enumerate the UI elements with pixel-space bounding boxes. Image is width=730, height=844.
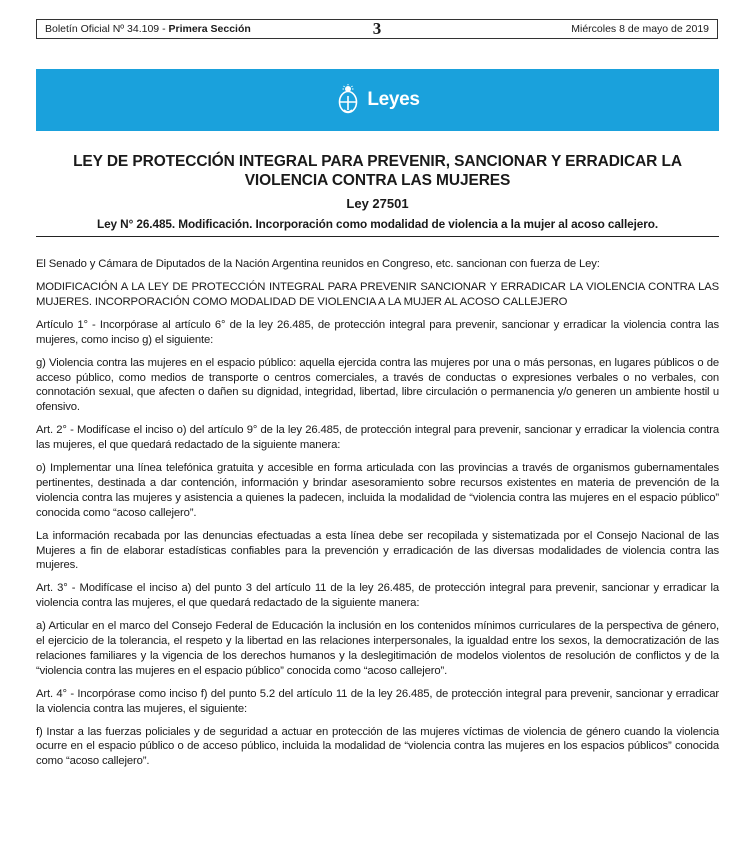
paragraph-inciso-f: f) Instar a las fuerzas policiales y de seguridad a actuar en protección de las mujeres víctimas de violencia de género cuando la violencia ocurre en el espacio público o de acceso público, incluida la modalidad de “violencia contra las mujeres en los espacios públicos” conocida como “acoso callejero”.	[36, 725, 719, 768]
page-number: 3	[372, 19, 382, 38]
law-title: LEY DE PROTECCIÓN INTEGRAL PARA PREVENIR, SANCIONAR Y ERRADICAR LA VIOLENCIA CONTRA LAS MUJERES	[73, 153, 682, 189]
banner-logo	[335, 84, 419, 116]
page-header	[36, 19, 718, 39]
paragraph-heading: MODIFICACIÓN A LA LEY DE PROTECCIÓN INTEGRAL PARA PREVENIR SANCIONAR Y ERRADICAR LA VIOLENCIA CONTRA LAS MUJERES. INCORPORACIÓN COMO MODALIDAD DE VIOLENCIA A LA MUJER AL ACOSO CALLEJERO	[36, 281, 719, 308]
law-number: Ley 27501	[346, 196, 409, 211]
paragraph-inciso-o: o) Implementar una línea telefónica gratuita y accesible en forma articulada con las provincias a través de organismos gubernamentales pertinentes, destinada a dar contención, información y brindar asesoramiento sobre recursos existentes en materia de prevención de la violencia contra las mujeres y asistencia a quienes la padecen, incluida la modalidad de “violencia contra las mujeres en el espacio público” conocida como “acoso callejero”.	[36, 462, 719, 519]
law-subtitle: Ley N° 26.485. Modificación. Incorporación como modalidad de violencia a la mujer al acoso callejero.	[96, 217, 659, 231]
paragraph-preamble: El Senado y Cámara de Diputados de la Nación Argentina reunidos en Congreso, etc. sancionan con fuerza de Ley:	[36, 258, 600, 270]
paragraph-article-3: Art. 3° - Modifícase el inciso a) del punto 3 del artículo 11 de la ley 26.485, de protección integral para prevenir, sancionar y erradicar la violencia contra las mujeres, el que quedará redactado de la siguiente manera:	[36, 582, 719, 610]
law-body	[36, 257, 719, 777]
paragraph-information: La información recabada por las denuncias efectuadas a esta línea debe ser recopilada y sistematizada por el Consejo Nacional de las Mujeres a fin de elaborar estadísticas confiables para la prevención y erradicación de las diversas modalidades de violencia contra las mujeres.	[36, 529, 719, 572]
paragraph-article-1: Artículo 1° - Incorpórase al artículo 6° de la ley 26.485, de protección integral para prevenir, sancionar y erradicar la violencia contra las mujeres, como inciso g) el siguiente:	[36, 318, 719, 346]
paragraph-article-4: Art. 4° - Incorpórase como inciso f) del punto 5.2 del artículo 11 de la ley 26.485, de protección integral para prevenir, sancionar y erradicar la violencia contra las mujeres, el siguiente:	[36, 687, 719, 715]
paragraph-inciso-a: a) Articular en el marco del Consejo Federal de Educación la inclusión en los contenidos mínimos curriculares de la perspectiva de género, el ejercicio de la tolerancia, el respeto y la libertad en las relaciones interpersonales, la igualdad entre los sexos, la democratización de las relaciones familiares y la vigencia de los derechos humanos y la deslegitimación de modelos violentos de resolución de conflictos y de la “violencia contra las mujeres en el espacio público” conocida como “acoso callejero”.	[36, 620, 719, 677]
paragraph-article-2: Art. 2° - Modifícase el inciso o) del artículo 9° de la ley 26.485, de protección integral para prevenir, sancionar y erradicar la violencia contra las mujeres, el que quedará redactado de la siguiente manera:	[36, 424, 719, 452]
paragraph-inciso-g: g) Violencia contra las mujeres en el espacio público: aquella ejercida contra las mujeres por una o más personas, en lugares públicos o de acceso público, como medios de transporte o centros comerciales, a través de conductas o expresiones verbales o no verbales, con connotación sexual, que afecten o dañen su dignidad, integridad, libertad, libre circulación o permanencia y/o generen un ambiente hostil u ofensivo.	[36, 356, 719, 414]
divider	[36, 236, 719, 237]
argentina-coat-of-arms-icon	[335, 84, 361, 116]
header-section: Primera Sección	[168, 23, 251, 35]
header-publication-name: Boletín Oficial Nº 34.109 -	[45, 23, 169, 35]
header-date: Miércoles 8 de mayo de 2019	[571, 23, 709, 35]
banner-title: Leyes	[367, 89, 420, 110]
section-banner	[36, 69, 719, 131]
header-publication	[45, 23, 377, 35]
